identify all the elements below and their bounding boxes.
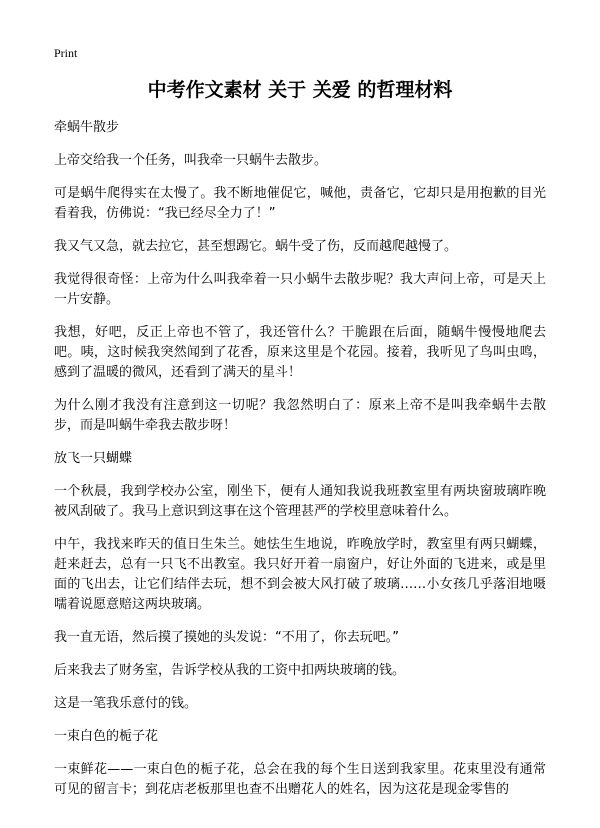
paragraph: 一个秋晨，我到学校办公室，刚坐下，便有人通知我说我班教室里有两块窗玻璃昨晚被风刮破了。我马上意识到这事在这个管理甚严的学校里意味着什么。 [54, 484, 546, 519]
paragraph: 我一直无语，然后摸了摸她的头发说：“不用了，你去玩吧。” [54, 630, 399, 645]
paragraph: 后来我去了财务室，告诉学校从我的工资中扣两块玻璃的钱。 [54, 663, 406, 678]
paragraph: 可是蜗牛爬得实在太慢了。我不断地催促它，喊他，责备它，它却只是用抱歉的目光看着我，仿佛说：“我已经尽全力了！” [54, 186, 546, 221]
paragraph: 这是一笔我乐意付的钱。 [54, 696, 198, 711]
page-title: 中考作文素材 关于 关爱 的哲理材料 [147, 79, 453, 101]
section-heading: 一束白色的栀子花 [54, 729, 159, 744]
paragraph: 我觉得很奇怪：上帝为什么叫我牵着一只小蜗牛去散步呢？我大声问上帝，可是天上一片安静。 [54, 272, 546, 307]
paragraph: 一束鲜花——一束白色的栀子花，总会在我的每个生日送到我家里。花束里没有通常可见的留言卡；到花店老板那里也查不出赠花人的姓名，因为这花是现金零售的 [54, 762, 546, 797]
paragraph: 为什么刚才我没有注意到这一切呢？我忽然明白了：原来上帝不是叫我牵蜗牛去散步，而是叫蜗牛牵我去散步呀！ [54, 398, 546, 433]
print-label[interactable]: Print [54, 46, 78, 60]
paragraph: 我又气又急，就去拉它，甚至想踢它。蜗牛受了伤，反而越爬越慢了。 [54, 239, 458, 254]
section-heading: 放飞一只蝴蝶 [54, 451, 133, 466]
article-body [54, 118, 546, 813]
paragraph: 我想，好吧，反正上帝也不管了，我还管什么？干脆跟在后面，随蜗牛慢慢地爬去吧。咦，这时候我突然闻到了花香，原来这里是个花园。接着，我听见了鸟叫虫鸣，感到了温暖的微风，还看到了满天的星斗！ [54, 325, 546, 380]
paragraph: 中午，我找来昨天的值日生朱兰。她怯生生地说，昨晚放学时，教室里有两只蝴蝶，赶来赶去，总有一只飞不出教室。我只好开着一扇窗户，好让外面的飞进来，或是里面的飞出去，让它们结伴去玩，想不到会被大风打破了玻璃……小女孩几乎落泪地嗫嚅着说愿意赔这两块玻璃。 [54, 537, 546, 612]
section-heading: 牵蜗牛散步 [54, 120, 120, 135]
paragraph: 上帝交给我一个任务，叫我牵一只蜗牛去散步。 [54, 153, 328, 168]
